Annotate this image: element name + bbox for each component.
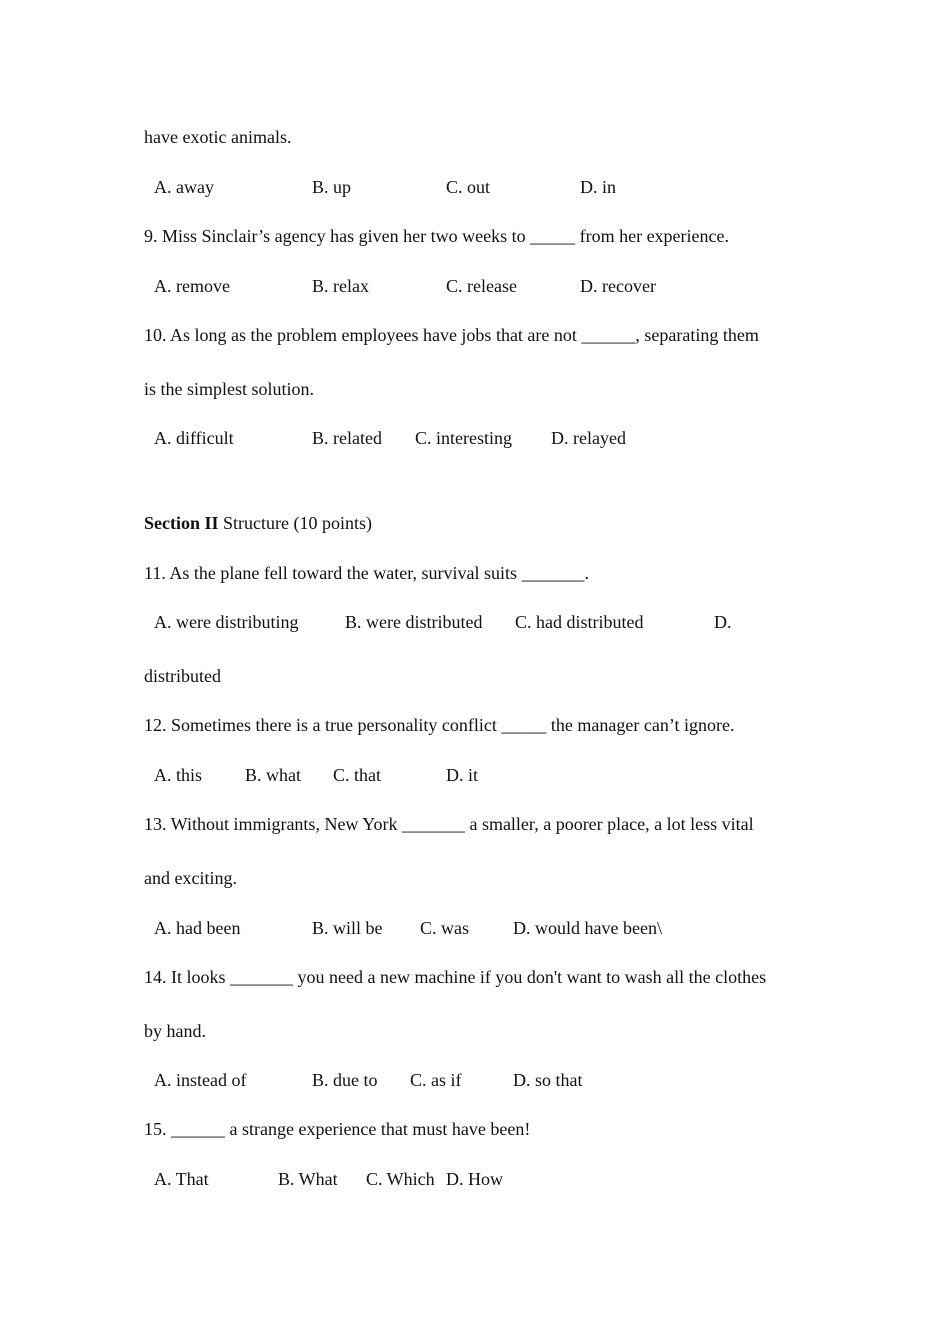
question-8-continuation: have exotic animals. [144,127,292,147]
question-14-line1: 14. It looks _______ you need a new machine if you don't want to wash all the clothes [144,967,767,987]
question-12-text: 12. Sometimes there is a true personality conflict _____ the manager can’t ignore. [144,715,735,735]
q15-option-b: B. What [278,1169,338,1189]
question-13-line1: 13. Without immigrants, New York _______ a smaller, a poorer place, a lot less vital [144,814,754,834]
section-2-heading [144,514,372,532]
section-2-title: Structure (10 points) [218,513,372,533]
q10-option-b: B. related [312,428,382,448]
q8-option-c: C. out [446,177,491,197]
q8-option-d: D. in [580,177,616,197]
q15-option-a: A. That [154,1169,209,1189]
q15-option-d: D. How [446,1169,503,1189]
q12-option-b: B. what [245,765,301,785]
q8-option-b: B. up [312,177,352,197]
q13-option-c: C. was [420,918,469,938]
question-11-text: 11. As the plane fell toward the water, survival suits _______. [144,563,590,583]
q15-option-c: C. Which [366,1169,435,1189]
q9-option-c: C. release [446,276,517,296]
question-10-line1: 10. As long as the problem employees have jobs that are not ______, separating them [144,325,759,345]
q9-option-b: B. relax [312,276,369,296]
question-14-line2: by hand. [144,1021,206,1041]
q14-option-d: D. so that [513,1070,583,1090]
q11-option-a: A. were distributing [154,612,299,632]
q14-option-c: C. as if [410,1070,462,1090]
q12-option-c: C. that [333,765,381,785]
q13-option-b: B. will be [312,918,383,938]
q9-option-d: D. recover [580,276,656,296]
q9-option-a: A. remove [154,276,230,296]
q8-option-a: A. away [154,177,214,197]
q14-option-b: B. due to [312,1070,378,1090]
question-13-line2: and exciting. [144,868,237,888]
question-10-line2: is the simplest solution. [144,379,315,399]
q11-option-d: D. [714,612,732,632]
q14-option-a: A. instead of [154,1070,247,1090]
q10-option-a: A. difficult [154,428,234,448]
q10-option-c: C. interesting [415,428,512,448]
q12-option-a: A. this [154,765,203,785]
q13-option-d: D. would have been\ [513,918,662,938]
q11-option-b: B. were distributed [345,612,483,632]
q10-option-d: D. relayed [551,428,626,448]
q11-option-c: C. had distributed [515,612,644,632]
question-9-text: 9. Miss Sinclair’s agency has given her two weeks to _____ from her experience. [144,226,730,246]
question-15-text: 15. ______ a strange experience that must have been! [144,1119,531,1139]
q12-option-d: D. it [446,765,479,785]
section-2-label: Section II [144,513,219,533]
q13-option-a: A. had been [154,918,241,938]
q11-option-d-wrap: distributed [144,666,221,686]
